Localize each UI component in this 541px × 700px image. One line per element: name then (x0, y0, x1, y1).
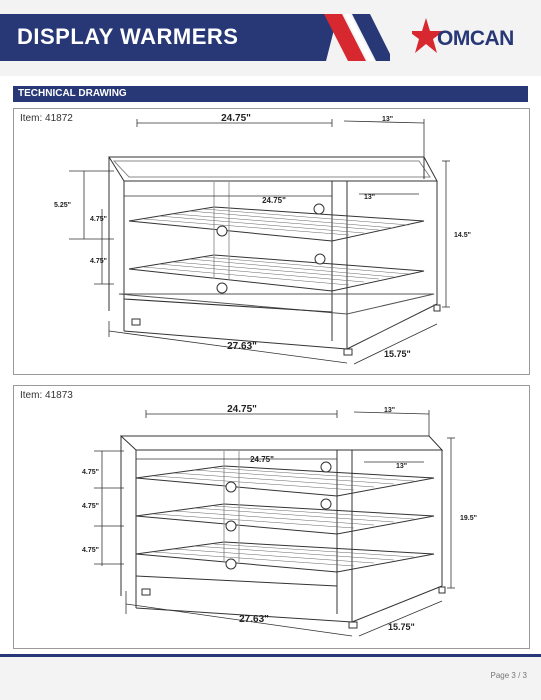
dim-base-depth: 15.75" (384, 349, 411, 359)
dim-inner-width: 24.75" (250, 455, 274, 464)
dim-inner-width: 24.75" (262, 196, 286, 205)
dim-shelf-b: 4.75" (90, 216, 107, 223)
page-footer (0, 657, 541, 700)
brand-name: OMCAN (437, 27, 514, 50)
technical-drawing-41873 (14, 386, 529, 648)
page-number: Page 3 / 3 (490, 671, 527, 680)
page-title: DISPLAY WARMERS (17, 24, 239, 49)
page-header (0, 0, 541, 76)
drawing-panel-41872 (13, 108, 530, 375)
drawing-panel-41873 (13, 385, 530, 649)
dim-shelf-b: 4.75" (82, 503, 99, 510)
dim-top-depth: 13" (382, 116, 394, 123)
section-header (13, 86, 528, 102)
dim-top-width: 24.75" (221, 113, 251, 124)
dim-inner-depth: 13" (396, 463, 408, 470)
item-label: Item: 41872 (20, 113, 73, 124)
technical-drawing-41872 (14, 109, 529, 374)
dim-top-depth: 13" (384, 407, 396, 414)
item-label: Item: 41873 (20, 390, 73, 401)
dim-front-width: 27.63" (239, 614, 269, 625)
dim-base-depth: 15.75" (388, 622, 415, 632)
dim-shelf-a: 4.75" (82, 469, 99, 476)
dim-shelf-c: 4.75" (90, 258, 107, 265)
dim-top-width: 24.75" (227, 404, 257, 415)
dim-height: 19.5" (460, 515, 477, 522)
dim-inner-depth: 13" (364, 194, 376, 201)
decorative-stripes (280, 14, 390, 61)
dim-shelf-c: 4.75" (82, 547, 99, 554)
dim-height: 14.5" (454, 232, 471, 239)
dim-front-width: 27.63" (227, 341, 257, 352)
section-label: TECHNICAL DRAWING (18, 88, 127, 99)
dim-shelf-a: 5.25" (54, 202, 71, 209)
